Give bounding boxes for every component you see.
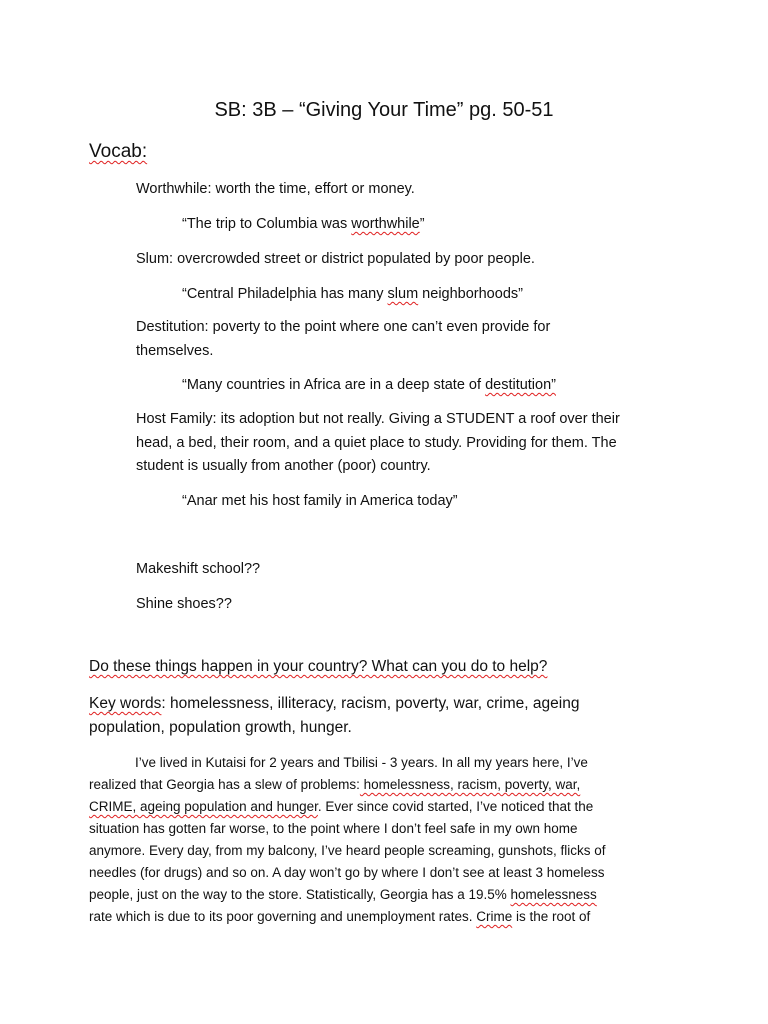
key-words-label: Key words xyxy=(89,695,162,712)
key-words-list: : homelessness, illiteracy, racism, poverty, war, crime, ageing xyxy=(161,695,580,712)
underlined-phrase: CRIME, ageing population and hunger xyxy=(89,799,318,814)
shine-shoes-note: Shine shoes?? xyxy=(136,596,232,612)
vocab-heading: Vocab: xyxy=(89,141,148,162)
discussion-question: Do these things happen in your country? What can you do to help? xyxy=(89,658,548,675)
underlined-word: worthwhile xyxy=(351,216,420,232)
essay-line xyxy=(89,796,605,818)
underlined-phrase: homelessness, racism, poverty, war, xyxy=(359,777,581,792)
essay-text: rate which is due to its poor governing and unemployment rates. xyxy=(89,909,477,924)
example-text: ” xyxy=(419,216,425,232)
vocab-host-family-example: “Anar met his host family in America today” xyxy=(182,493,458,509)
key-words-line xyxy=(89,692,579,716)
key-words-line: population, population growth, hunger. xyxy=(89,719,352,736)
underlined-word: Crime xyxy=(476,909,513,924)
vocab-host-family-definition xyxy=(136,408,620,479)
essay-paragraph xyxy=(89,752,605,928)
essay-line xyxy=(89,884,605,906)
essay-text: . Ever since covid started, I’ve noticed that the xyxy=(317,799,594,814)
essay-text: realized that Georgia has a slew of problems xyxy=(89,777,357,792)
essay-text: people, just on the way to the store. Statistically, Georgia has a 19.5% xyxy=(89,887,511,902)
vocab-destitution-definition xyxy=(136,316,550,363)
essay-line: I’ve lived in Kutaisi for 2 years and Tbilisi - 3 years. In all my years here, I’ve xyxy=(135,755,588,770)
definition-line: Destitution: poverty to the point where one can’t even provide for xyxy=(136,319,551,335)
vocab-worthwhile-example xyxy=(182,213,425,237)
example-text: “The trip to Columbia was xyxy=(182,216,352,232)
definition-line: student is usually from another (poor) country. xyxy=(136,458,431,474)
definition-line: themselves. xyxy=(136,342,214,359)
makeshift-school-note: Makeshift school?? xyxy=(136,561,261,577)
definition-line: head, a bed, their room, and a quiet place to study. Providing for them. The xyxy=(136,434,617,451)
definition-line: Host Family: its adoption but not really. Giving a STUDENT a roof over their xyxy=(136,411,620,427)
underlined-word: destitution” xyxy=(485,377,556,393)
essay-line: needles (for drugs) and so on. A day won’t go by where I don’t see at least 3 homeless xyxy=(89,865,605,880)
essay-line xyxy=(89,774,605,796)
vocab-slum-example xyxy=(182,283,523,307)
example-text: neighborhoods” xyxy=(418,286,523,302)
underlined-word: homelessness xyxy=(510,887,597,902)
essay-text: : xyxy=(356,777,360,792)
vocab-destitution-example xyxy=(182,374,556,398)
example-text: “Many countries in Africa are in a deep state of xyxy=(182,377,486,393)
vocab-slum-definition: Slum: overcrowded street or district populated by poor people. xyxy=(136,251,535,267)
page-title: SB: 3B – “Giving Your Time” pg. 50-51 xyxy=(214,99,554,121)
vocab-worthwhile-definition: Worthwhile: worth the time, effort or money. xyxy=(136,181,415,197)
underlined-word: slum xyxy=(387,286,419,302)
essay-line: situation has gotten far worse, to the point where I don’t feel safe in my own home xyxy=(89,821,578,836)
essay-line xyxy=(89,906,605,928)
essay-line: anymore. Every day, from my balcony, I’ve heard people screaming, gunshots, flicks of xyxy=(89,843,606,858)
example-text: “Central Philadelphia has many xyxy=(182,286,388,302)
key-words xyxy=(89,692,579,740)
essay-text: is the root of xyxy=(512,909,591,924)
